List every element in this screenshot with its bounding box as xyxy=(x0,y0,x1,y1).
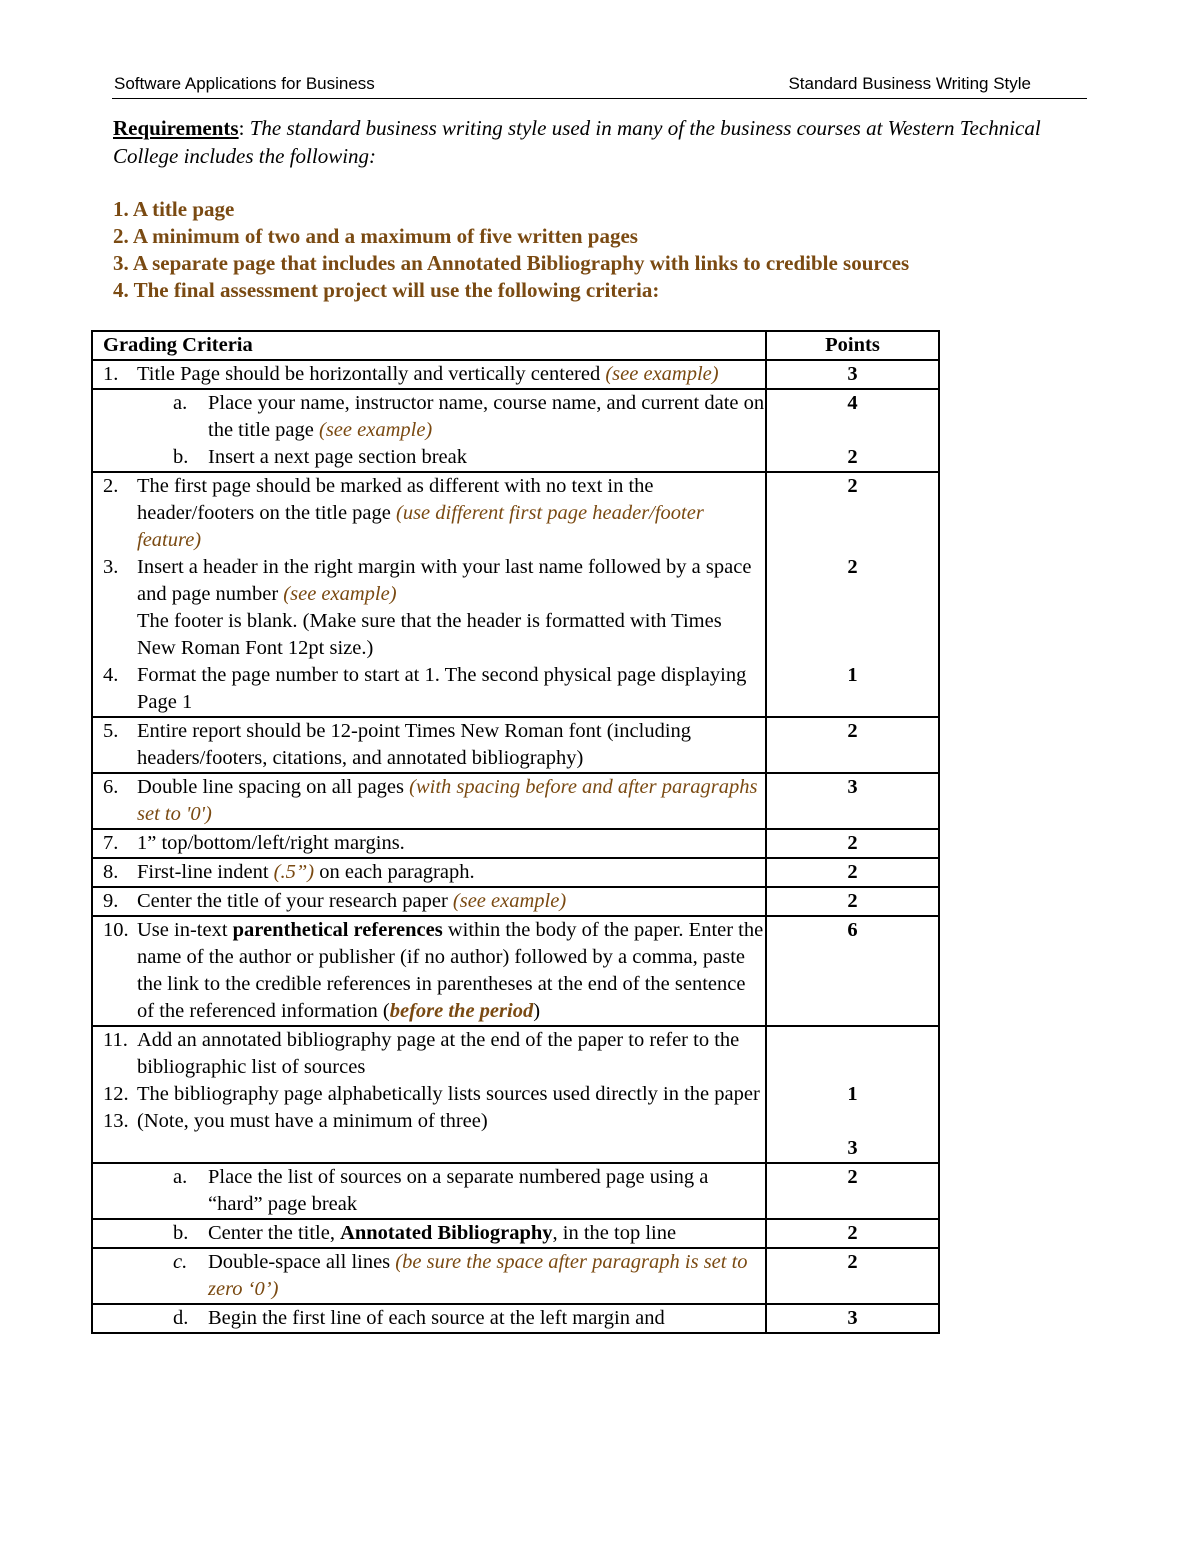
points-value: 2 xyxy=(847,475,858,497)
item-number: 10. xyxy=(103,919,129,941)
points-value: 3 xyxy=(847,1137,858,1159)
column-header-criteria: Grading Criteria xyxy=(92,331,766,360)
criterion-hint: (see example) xyxy=(319,419,433,441)
criterion-text: Place the list of sources on a separate numbered page using a “hard” page break xyxy=(208,1166,709,1215)
criterion-note: The footer is blank. (Make sure that the header is formatted with Times New Roman Font 12pt size.) xyxy=(137,610,722,659)
points-value: 2 xyxy=(847,832,858,854)
criterion-text: Title Page should be horizontally and vertically centered xyxy=(137,363,606,385)
points-value: 2 xyxy=(847,890,858,912)
points-value: 1 xyxy=(847,1083,858,1105)
criterion-text: Insert a header in the right margin with your last name followed by a space and page number xyxy=(137,556,752,605)
criterion-text: Insert a next page section break xyxy=(208,446,467,468)
item-number: b. xyxy=(173,446,189,468)
criterion-hint: (use different first page header/footer feature) xyxy=(137,502,704,551)
points-value: 3 xyxy=(847,776,858,798)
criterion-text: 1” top/bottom/left/right margins. xyxy=(137,832,405,854)
table-row xyxy=(92,916,939,1026)
header-left-text: Software Applications for Business xyxy=(114,74,375,93)
criterion-hint: (see example) xyxy=(283,583,397,605)
column-header-points: Points xyxy=(766,331,939,360)
item-number: 9. xyxy=(103,890,119,912)
table-row xyxy=(92,1026,939,1163)
item-number: 11. xyxy=(103,1029,128,1051)
item-number: 3. xyxy=(103,556,119,578)
criterion-emphasis: before the period xyxy=(389,1000,534,1022)
table-row xyxy=(92,717,939,773)
points-value: 6 xyxy=(847,919,858,941)
requirements-list xyxy=(113,196,1093,304)
item-number: 5. xyxy=(103,720,119,742)
item-number: c. xyxy=(173,1251,188,1273)
criterion-hint: (be sure the space after paragraph is set to zero ‘0’) xyxy=(208,1251,748,1300)
requirements-paragraph: Requirements: The standard business writing style used in many of the business courses at Western Technical College includes the following: xyxy=(113,116,1041,168)
criterion-hint: (.5”) xyxy=(273,861,315,883)
table-row xyxy=(92,1304,939,1333)
item-number: d. xyxy=(173,1307,189,1329)
requirements-label: Requirements xyxy=(113,116,239,140)
table-row xyxy=(92,829,939,858)
item-number: 7. xyxy=(103,832,119,854)
table-row xyxy=(92,472,939,717)
points-value: 1 xyxy=(847,664,858,686)
table-row xyxy=(92,858,939,887)
item-number: a. xyxy=(173,1166,188,1188)
points-value: 3 xyxy=(847,1307,858,1329)
criterion-hint: (with spacing before and after paragraphs set to '0') xyxy=(137,776,758,825)
criterion-text-end: ) xyxy=(533,1000,541,1022)
item-number: a. xyxy=(173,392,188,414)
criterion-text: Double-space all lines xyxy=(208,1251,396,1273)
criterion-text: Format the page number to start at 1. The second physical page displaying Page 1 xyxy=(137,664,747,713)
criterion-text: Begin the first line of each source at the left margin and xyxy=(208,1307,665,1329)
item-number: 2. xyxy=(103,475,119,497)
points-value: 2 xyxy=(847,556,858,578)
requirements-text: The standard business writing style used in many of the business courses at Western Technical College includes the following: xyxy=(113,116,1041,168)
header-right-text: Standard Business Writing Style xyxy=(788,74,1031,93)
table-header-row xyxy=(92,331,939,360)
item-number: 8. xyxy=(103,861,119,883)
points-value: 3 xyxy=(847,363,858,385)
criterion-text-end: on each paragraph. xyxy=(314,861,475,883)
criterion-bold: parenthetical references xyxy=(232,919,443,941)
item-number: 12. xyxy=(103,1083,129,1105)
criterion-text: The bibliography page alphabetically lists sources used directly in the paper xyxy=(137,1083,760,1105)
criterion-text: Use in-text xyxy=(137,919,233,941)
points-value: 2 xyxy=(847,720,858,742)
list-item: 4. The final assessment project will use the following criteria: xyxy=(113,278,660,302)
criterion-text: Place your name, instructor name, course name, and current date on the title page xyxy=(208,392,765,441)
points-value: 2 xyxy=(847,861,858,883)
table-row xyxy=(92,389,939,472)
item-number: 6. xyxy=(103,776,119,798)
table-row xyxy=(92,887,939,916)
table-row xyxy=(92,773,939,829)
criterion-hint: (see example) xyxy=(452,890,567,912)
points-value: 2 xyxy=(847,1166,858,1188)
criterion-text: Entire report should be 12-point Times New Roman font (including headers/footers, citations, and annotated bibliography) xyxy=(137,720,692,769)
table-row xyxy=(92,1219,939,1248)
page-header xyxy=(112,72,1087,99)
criterion-text: The first page should be marked as different with no text in the header/footers on the title page xyxy=(137,475,654,524)
grading-criteria-table xyxy=(91,330,940,1334)
points-value: 2 xyxy=(847,446,858,468)
list-item: 1. A title page xyxy=(113,197,235,221)
criterion-hint: (see example) xyxy=(605,363,719,385)
criterion-text: Center the title, xyxy=(208,1222,341,1244)
points-value: 4 xyxy=(847,392,858,414)
criterion-text-middle: within the body of the paper. Enter the name of the author or publisher (if no author) followed by a comma, paste the link to the credible references in parentheses at the end of the sentence of the referenced information ( xyxy=(137,919,764,1022)
criterion-bold: Annotated Bibliography xyxy=(340,1222,553,1244)
item-number: 1. xyxy=(103,363,119,385)
item-number: 4. xyxy=(103,664,119,686)
points-value: 2 xyxy=(847,1251,858,1273)
table-row xyxy=(92,1248,939,1304)
item-number: b. xyxy=(173,1222,189,1244)
table-row xyxy=(92,360,939,389)
criterion-text: Center the title of your research paper xyxy=(137,890,453,912)
criterion-text: Double line spacing on all pages xyxy=(137,776,410,798)
list-item: 2. A minimum of two and a maximum of five written pages xyxy=(113,224,638,248)
list-item: 3. A separate page that includes an Annotated Bibliography with links to credible sources xyxy=(113,251,910,275)
item-number: 13. xyxy=(103,1110,129,1132)
criterion-text-end: , in the top line xyxy=(552,1222,677,1244)
criterion-text: Add an annotated bibliography page at the end of the paper to refer to the bibliographic list of sources xyxy=(137,1029,740,1078)
criterion-text: First-line indent xyxy=(137,861,274,883)
table-row xyxy=(92,1163,939,1219)
criterion-text: (Note, you must have a minimum of three) xyxy=(137,1110,488,1132)
points-value: 2 xyxy=(847,1222,858,1244)
